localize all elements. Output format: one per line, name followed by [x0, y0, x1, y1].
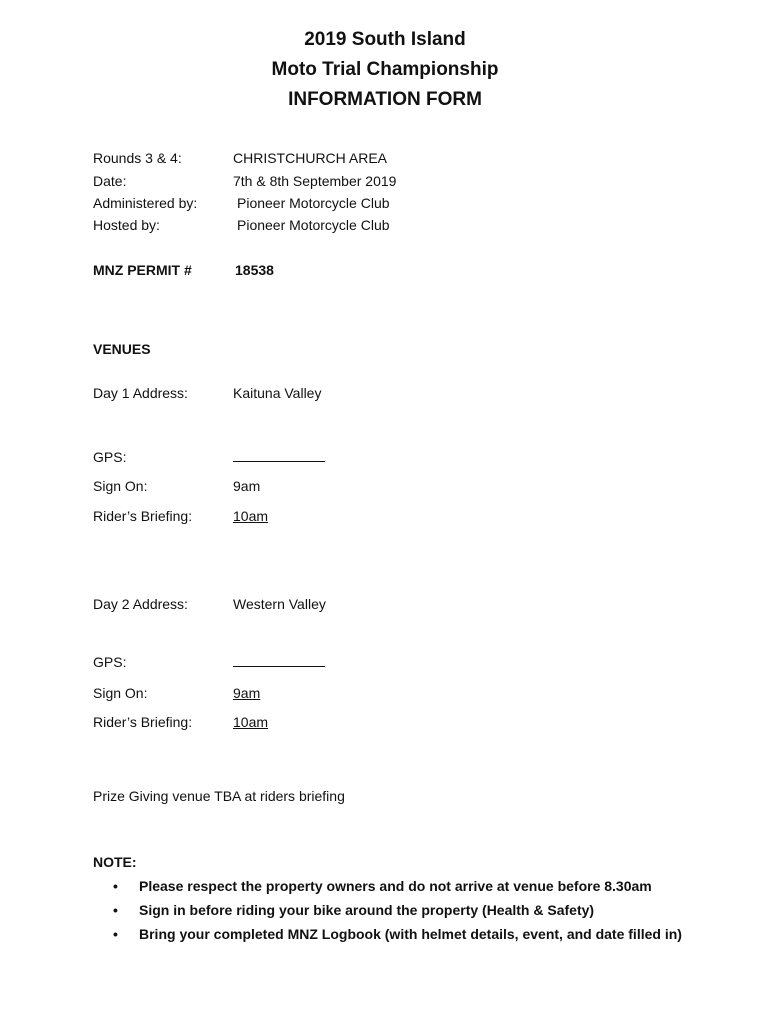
bullet-icon: •: [113, 902, 118, 918]
administered-value: Pioneer Motorcycle Club: [237, 195, 390, 211]
hosted-value: Pioneer Motorcycle Club: [237, 217, 390, 233]
day1-gps-label: GPS:: [93, 449, 127, 465]
permit-value: 18538: [235, 262, 274, 278]
day2-signon-value: 9am: [233, 685, 261, 701]
day1-signon-label: Sign On:: [93, 478, 148, 494]
day1-briefing-value: 10am: [233, 508, 269, 524]
day1-gps-blank: [233, 447, 325, 467]
day2-address-label: Day 2 Address:: [93, 596, 188, 612]
information-form-page: 2019 South Island Moto Trial Championship INFORMATION FORM Rounds 3 & 4: CHRISTCHURCH AREA Date: 7th & 8th September 2019 Administered by: Pioneer Motorcycle Club Hosted by: Pioneer Motorcycle Club MNZ PERMIT # 18538 VENUES Day 1 Address: Kaituna Valley GPS: Sign On: 9am Rider’s Briefing: 10am Day 2 Address: Western Valley GPS: Sign On: 9am Rider’s Briefing: 10am Prize Giving venue TBA at riders briefing NOTE: • Please respect the property owners and do not arrive at venue before 8.30am • Sign in before riding your bike around the property (Health & Safety) • Bring your completed MNZ Logbook (with helmet details, event, and date filled in): [0, 0, 770, 1024]
day1-address-label: Day 1 Address:: [93, 385, 188, 401]
day2-gps-label: GPS:: [93, 654, 127, 670]
note-item-text: Please respect the property owners and do not arrive at venue before 8.30am: [139, 878, 652, 894]
note-item: [113, 924, 682, 948]
day2-address-value: Western Valley: [233, 596, 326, 612]
title-line-1: 2019 South Island: [304, 29, 466, 50]
administered-label: Administered by:: [93, 195, 198, 211]
day2-gps-blank: [233, 652, 325, 672]
day1-signon-value: 9am: [233, 478, 261, 494]
date-value: 7th & 8th September 2019: [233, 173, 397, 189]
bullet-icon: •: [113, 878, 118, 894]
day2-briefing-value: 10am: [233, 714, 269, 730]
title-line-2: Moto Trial Championship: [271, 59, 499, 80]
note-item: [113, 900, 682, 924]
day2-signon-label: Sign On:: [93, 685, 148, 701]
note-item: [113, 876, 682, 900]
day1-address-value: Kaituna Valley: [233, 385, 322, 401]
bullet-icon: •: [113, 926, 118, 942]
day1-briefing-label: Rider’s Briefing:: [93, 508, 193, 524]
date-label: Date:: [93, 173, 127, 189]
permit-label: MNZ PERMIT #: [93, 262, 192, 278]
day2-briefing-label: Rider’s Briefing:: [93, 714, 193, 730]
title-line-3: INFORMATION FORM: [288, 89, 482, 110]
note-item-text: Sign in before riding your bike around the property (Health & Safety): [139, 902, 595, 918]
rounds-label: Rounds 3 & 4:: [93, 150, 182, 166]
note-item-text: Bring your completed MNZ Logbook (with helmet details, event, and date filled in): [139, 926, 682, 942]
rounds-value: CHRISTCHURCH AREA: [233, 150, 388, 166]
hosted-label: Hosted by:: [93, 217, 160, 233]
note-list: [113, 876, 682, 948]
